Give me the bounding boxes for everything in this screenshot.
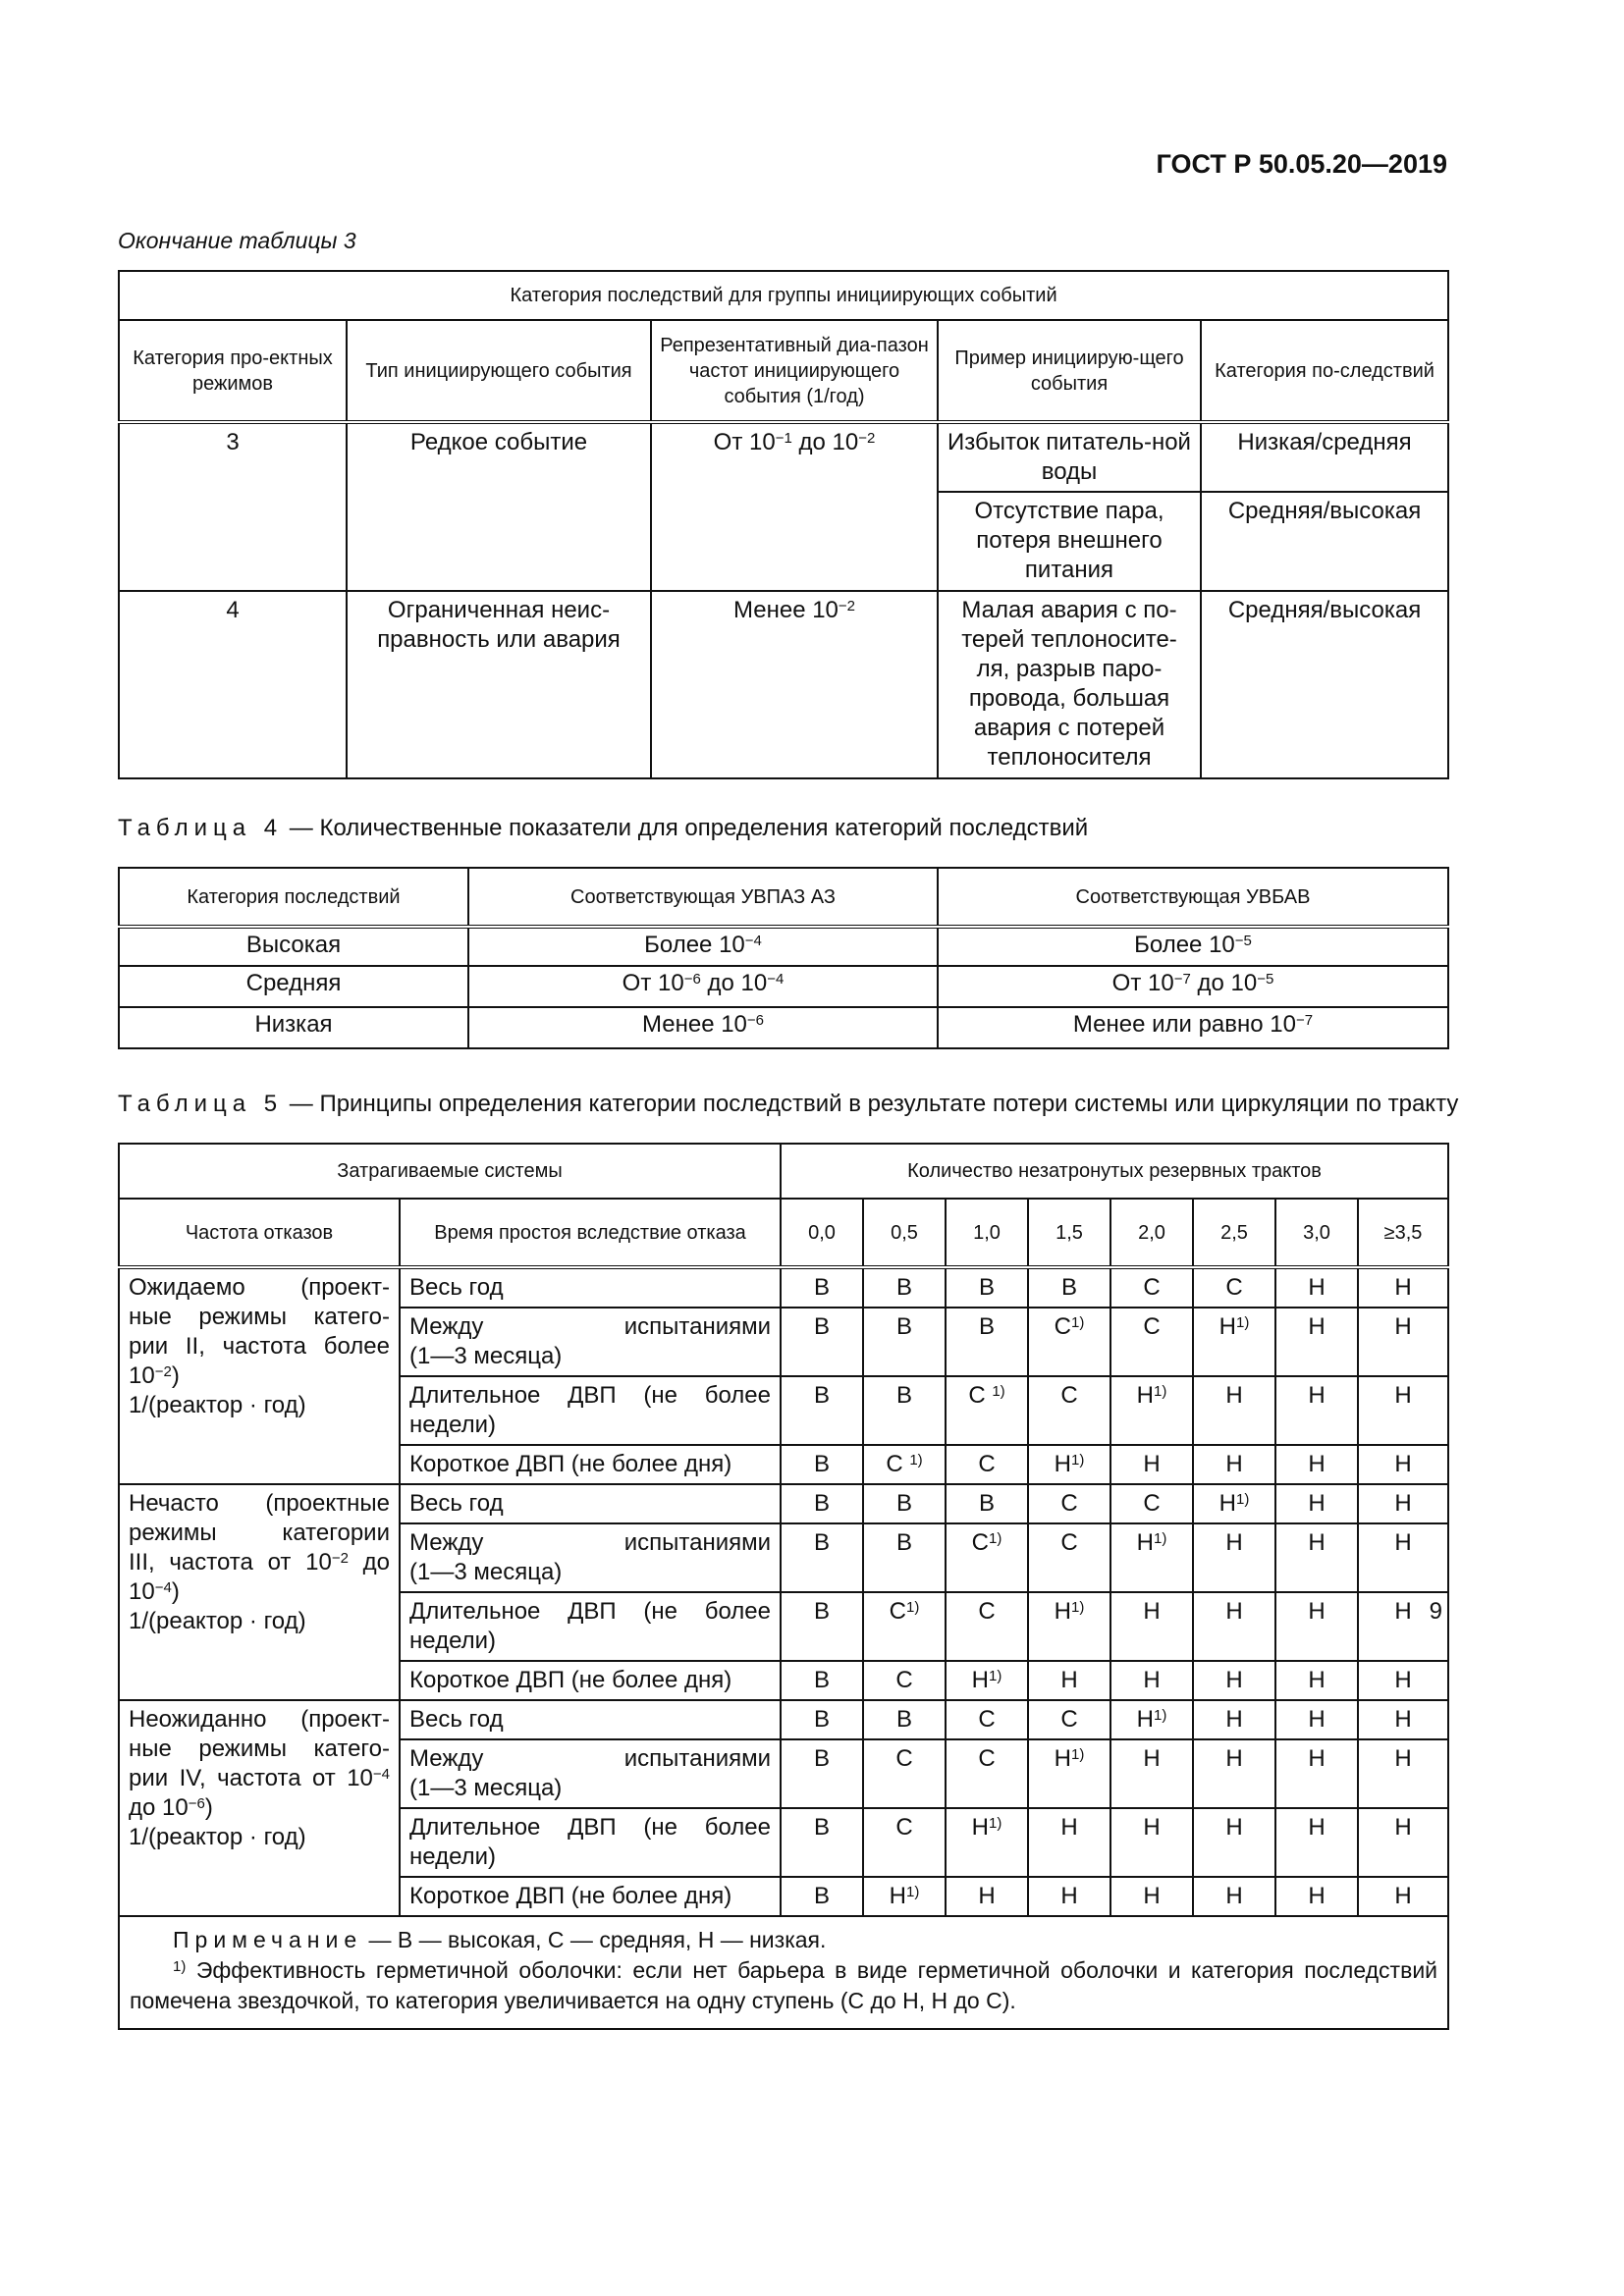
table3-col-frequency: Репрезентативный диа-пазон частот инициирующего события (1/год) (651, 320, 938, 422)
table5-category-cell: Н (1028, 1808, 1110, 1877)
table5-path-col: ≥3,5 (1358, 1199, 1448, 1267)
table5-category-cell: Н (1193, 1700, 1275, 1739)
table5-category-cell: Н (1110, 1445, 1193, 1484)
table4-col-category: Категория последствий (119, 868, 468, 927)
table5-category-cell: Н (1275, 1523, 1358, 1592)
table5 (118, 1143, 1449, 2030)
table4-row-low-uvpaz: Менее $10^{-6}$ (468, 1007, 938, 1048)
table5-category-cell: Н (1275, 1376, 1358, 1445)
table3-r1-consequence-2: Средняя/высокая (1201, 492, 1448, 591)
table3-r1-category: 3 (119, 422, 347, 591)
table3-top-header: Категория последствий для группы инициирующих событий (119, 271, 1448, 320)
table4-caption: Таблица 4 — Количественные показатели для определения категорий последствий (118, 815, 1089, 841)
table4-row-medium-uvpaz: От $10^{-6}$ до $10^{-4}$ (468, 966, 938, 1007)
table5-category-cell: $Н^{1)}$ (863, 1877, 946, 1916)
table5-downtime-label: Между испытаниями (1—3 месяца) (400, 1739, 781, 1808)
table5-category-cell: В (781, 1484, 863, 1523)
table5-category-cell: С (946, 1445, 1028, 1484)
table5-category-cell: Н (1193, 1376, 1275, 1445)
table5-category-cell: С (1028, 1484, 1110, 1523)
table5-category-cell: Н (1110, 1592, 1193, 1661)
table5-category-cell: $С^{1)}$ (1028, 1308, 1110, 1376)
table5-category-cell: Н (1110, 1877, 1193, 1916)
table5-category-cell: $Н^{1)}$ (1028, 1445, 1110, 1484)
table5-category-cell: В (781, 1523, 863, 1592)
table5-category-cell: С (1110, 1267, 1193, 1308)
table5-category-cell: Н (1275, 1484, 1358, 1523)
table5-category-cell: Н (1358, 1523, 1448, 1592)
table5-category-cell: С (863, 1808, 946, 1877)
table5-category-cell: Н (1193, 1592, 1275, 1661)
table3-r2-type: Ограниченная неис-правность или авария (347, 591, 651, 778)
table3-r1-example-1: Избыток питатель-ной воды (938, 422, 1201, 492)
table5-category-cell: В (781, 1267, 863, 1308)
table5-category-cell: С (1110, 1484, 1193, 1523)
table5-group-label: Ожидаемо (проект- ные режимы катего- рии II, частота более $10^{-2}$) 1/(реактор · год) (119, 1267, 400, 1484)
table5-category-cell: В (781, 1592, 863, 1661)
table5-category-cell: В (946, 1308, 1028, 1376)
table5-caption: Таблица 5 — Принципы определения категории последствий в результате потери системы или циркуляции по тракту (118, 1091, 1459, 1117)
table5-category-cell: $С^{1)}$ (946, 1523, 1028, 1592)
table5-path-col: 1,5 (1028, 1199, 1110, 1267)
table5-category-cell: Н (1110, 1661, 1193, 1700)
table5-category-cell: Н (1358, 1592, 1448, 1661)
table3-r2-example: Малая авария с по-терей теплоносите-ля, разрыв паро-провода, большая авария с потерей теплоносителя (938, 591, 1201, 778)
table5-downtime-label: Короткое ДВП (не более дня) (400, 1661, 781, 1700)
table5-category-cell: Н (1193, 1661, 1275, 1700)
table5-downtime-label: Длительное ДВП (не более недели) (400, 1592, 781, 1661)
table5-path-col: 2,5 (1193, 1199, 1275, 1267)
table5-category-cell: $Н^{1)}$ (1110, 1523, 1193, 1592)
table5-category-cell: С (1028, 1376, 1110, 1445)
table5-category-cell: $Н^{1)}$ (1028, 1739, 1110, 1808)
table5-category-cell: Н (1275, 1808, 1358, 1877)
table5-category-cell: $Н^{1)}$ (1110, 1700, 1193, 1739)
table3-r1-consequence-1: Низкая/средняя (1201, 422, 1448, 492)
table4-row-high-category: Высокая (119, 927, 468, 966)
table5-category-cell: Н (1358, 1308, 1448, 1376)
page-number: 9 (1429, 1598, 1442, 1625)
table5-category-cell: В (863, 1267, 946, 1308)
table5-category-cell: Н (1275, 1445, 1358, 1484)
table3-r2-consequence: Средняя/высокая (1201, 591, 1448, 778)
table5-category-cell: В (781, 1739, 863, 1808)
table5-category-cell: Н (1028, 1877, 1110, 1916)
table5-path-col: 3,0 (1275, 1199, 1358, 1267)
table5-category-cell: С (1028, 1523, 1110, 1592)
table5-category-cell: Н (1193, 1739, 1275, 1808)
table5-path-col: 1,0 (946, 1199, 1028, 1267)
table5-header-systems: Затрагиваемые системы (119, 1144, 781, 1199)
table5-group-label: Нечасто (проектные режимы категории III, частота от $10^{-2}$ до $10^{-4}$) 1/(реактор · год) (119, 1484, 400, 1700)
table5-category-cell: $С^{1)}$ (863, 1592, 946, 1661)
table4-row-medium-category: Средняя (119, 966, 468, 1007)
table5-category-cell: $Н^{1)}$ (1110, 1376, 1193, 1445)
table5-category-cell: Н (1358, 1267, 1448, 1308)
table5-category-cell: С (863, 1739, 946, 1808)
table5-category-cell: Н (1358, 1661, 1448, 1700)
table5-category-cell: С (863, 1661, 946, 1700)
table5-category-cell: В (863, 1376, 946, 1445)
table5-category-cell: Н (1275, 1877, 1358, 1916)
table5-downtime-label: Весь год (400, 1267, 781, 1308)
table5-path-col: 0,0 (781, 1199, 863, 1267)
table3-col-example: Пример инициирую-щего события (938, 320, 1201, 422)
table3-r1-type: Редкое событие (347, 422, 651, 591)
table5-category-cell: $Н^{1)}$ (946, 1661, 1028, 1700)
table5-footnote: $^{1)}$ Эффективность герметичной оболочки: если нет барьера в виде герметичной оболочки и категория последствий помечена звездочкой, то категория увеличивается на одну ступень (С до Н, Н до С). (130, 1957, 1438, 2013)
table5-category-cell: Н (1275, 1739, 1358, 1808)
table5-category-cell: В (863, 1700, 946, 1739)
table5-header-paths: Количество незатронутых резервных трактов (781, 1144, 1448, 1199)
table5-category-cell: С (946, 1739, 1028, 1808)
table5-category-cell: В (946, 1267, 1028, 1308)
table5-category-cell: Н (1358, 1445, 1448, 1484)
table4-row-low-category: Низкая (119, 1007, 468, 1048)
document-id: ГОСТ Р 50.05.20—2019 (1156, 149, 1447, 179)
table3-col-design-mode: Категория про-ектных режимов (119, 320, 347, 422)
table5-category-cell: В (781, 1877, 863, 1916)
table5-category-cell: В (1028, 1267, 1110, 1308)
table5-downtime-label: Весь год (400, 1484, 781, 1523)
table5-category-cell: Н (1028, 1661, 1110, 1700)
table5-category-cell: Н (1110, 1808, 1193, 1877)
table5-category-cell: Н (946, 1877, 1028, 1916)
table5-category-cell: $Н^{1)}$ (1028, 1592, 1110, 1661)
table5-header-downtime: Время простоя вследствие отказа (400, 1199, 781, 1267)
table5-category-cell: Н (1358, 1700, 1448, 1739)
table5-category-cell: Н (1358, 1877, 1448, 1916)
table5-category-cell: В (781, 1376, 863, 1445)
table5-downtime-label: Длительное ДВП (не более недели) (400, 1376, 781, 1445)
table5-category-cell: Н (1275, 1267, 1358, 1308)
table5-category-cell: С (946, 1592, 1028, 1661)
table5-category-cell: С $^{1)}$ (863, 1445, 946, 1484)
table5-category-cell: В (863, 1484, 946, 1523)
table3-continuation-label: Окончание таблицы 3 (118, 228, 356, 253)
table4-row-low-uvbav: Менее или равно $10^{-7}$ (938, 1007, 1448, 1048)
table5-category-cell: С $^{1)}$ (946, 1376, 1028, 1445)
table5-downtime-label: Между испытаниями (1—3 месяца) (400, 1308, 781, 1376)
table5-category-cell: Н (1358, 1484, 1448, 1523)
table5-path-col: 2,0 (1110, 1199, 1193, 1267)
table5-category-cell: В (781, 1700, 863, 1739)
table4-row-high-uvpaz: Более $10^{-4}$ (468, 927, 938, 966)
table5-category-cell: В (781, 1445, 863, 1484)
table3-r1-example-2: Отсутствие пара, потеря внешнего питания (938, 492, 1201, 591)
table5-category-cell: С (1193, 1267, 1275, 1308)
table5-downtime-label: Короткое ДВП (не более дня) (400, 1445, 781, 1484)
table5-downtime-label: Длительное ДВП (не более недели) (400, 1808, 781, 1877)
table3-r2-frequency: Менее $10^{-2}$ (651, 591, 938, 778)
table5-category-cell: В (946, 1484, 1028, 1523)
table4-row-medium-uvbav: От $10^{-7}$ до $10^{-5}$ (938, 966, 1448, 1007)
table5-category-cell: С (946, 1700, 1028, 1739)
table5-category-cell: $Н^{1)}$ (1193, 1484, 1275, 1523)
table5-category-cell: Н (1358, 1376, 1448, 1445)
table5-category-cell: В (863, 1523, 946, 1592)
table5-category-cell: В (781, 1661, 863, 1700)
table5-category-cell: Н (1193, 1445, 1275, 1484)
table4-col-uvpaz: Соответствующая УВПАЗ АЗ (468, 868, 938, 927)
table5-category-cell: Н (1110, 1739, 1193, 1808)
table5-downtime-label: Между испытаниями (1—3 месяца) (400, 1523, 781, 1592)
table5-category-cell: В (781, 1308, 863, 1376)
table3-col-consequence: Категория по-следствий (1201, 320, 1448, 422)
table5-category-cell: Н (1193, 1808, 1275, 1877)
table5-downtime-label: Короткое ДВП (не более дня) (400, 1877, 781, 1916)
table3 (118, 270, 1449, 779)
table5-category-cell: Н (1275, 1308, 1358, 1376)
table5-path-col: 0,5 (863, 1199, 946, 1267)
table4 (118, 867, 1449, 1049)
table5-category-cell: Н (1193, 1523, 1275, 1592)
table5-category-cell: С (1028, 1700, 1110, 1739)
table5-category-cell: Н (1275, 1700, 1358, 1739)
table5-category-cell: $Н^{1)}$ (946, 1808, 1028, 1877)
table5-category-cell: В (863, 1308, 946, 1376)
table3-r2-category: 4 (119, 591, 347, 778)
table5-category-cell: $Н^{1)}$ (1193, 1308, 1275, 1376)
table5-category-cell: Н (1275, 1592, 1358, 1661)
table5-header-frequency: Частота отказов (119, 1199, 400, 1267)
table5-category-cell: Н (1358, 1739, 1448, 1808)
table3-r1-frequency: От $10^{-1}$ до $10^{-2}$ (651, 422, 938, 591)
table3-col-event-type: Тип инициирующего события (347, 320, 651, 422)
table4-col-uvbav: Соответствующая УВБАВ (938, 868, 1448, 927)
table5-note: Примечание — В — высокая, С — средняя, Н — низкая. $^{1)}$ Эффективность герметичной оболочки: если нет барьера в виде герметичной оболочки и категория последствий помечена звездочкой, то категория увеличивается на одну ступень (С до Н, Н до С). (119, 1916, 1448, 2029)
table5-category-cell: Н (1275, 1661, 1358, 1700)
table5-downtime-label: Весь год (400, 1700, 781, 1739)
table4-row-high-uvbav: Более $10^{-5}$ (938, 927, 1448, 966)
table5-category-cell: В (781, 1808, 863, 1877)
table5-category-cell: С (1110, 1308, 1193, 1376)
table5-category-cell: Н (1358, 1808, 1448, 1877)
table5-group-label: Неожиданно (проект- ные режимы катего- рии IV, частота от $10^{-4}$ до $10^{-6}$) 1/(реактор · год) (119, 1700, 400, 1916)
table5-category-cell: Н (1193, 1877, 1275, 1916)
